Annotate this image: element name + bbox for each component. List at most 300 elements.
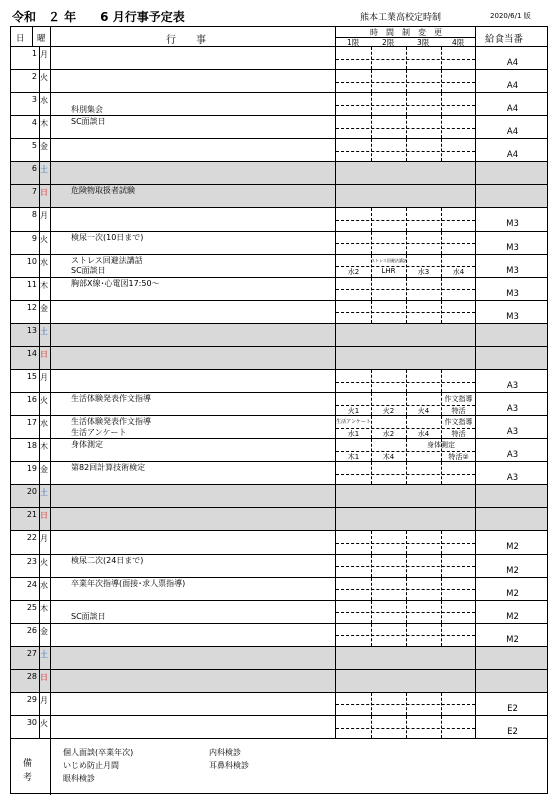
events-cell — [51, 462, 336, 484]
day-cell — [11, 301, 40, 323]
periods-cell — [336, 162, 476, 184]
period-note: 生活アンケート — [336, 419, 371, 426]
periods-cell — [336, 185, 476, 207]
lunch-duty-cell — [476, 185, 549, 207]
lunch-duty-value: M2 — [506, 611, 519, 622]
periods-cell — [336, 624, 476, 646]
table-row — [11, 485, 547, 508]
table-row — [11, 324, 547, 347]
page-title: 令和 ２ 年 6 月行事予定表 — [12, 10, 185, 24]
day-number: 21 — [26, 510, 37, 520]
header-change-label: 時 間 制 変 更 — [370, 28, 442, 37]
periods-cell — [336, 393, 476, 415]
weekday-cell — [40, 324, 51, 346]
day-cell — [11, 578, 40, 600]
lunch-duty-value: A4 — [506, 104, 519, 115]
weekday-cell — [40, 601, 51, 623]
periods-cell — [336, 93, 476, 115]
header-period-2: 2限 — [382, 38, 395, 47]
periods-cell — [336, 301, 476, 323]
header-periods-col — [336, 27, 476, 46]
day-number: 28 — [26, 671, 37, 681]
events-cell — [51, 555, 336, 577]
weekday-cell — [40, 70, 51, 92]
day-number: 11 — [26, 279, 37, 289]
lunch-duty-cell — [476, 508, 549, 530]
weekday-label: 月 — [40, 372, 48, 382]
periods-cell — [336, 278, 476, 300]
table-row — [11, 278, 547, 301]
day-cell — [11, 255, 40, 277]
day-cell — [11, 508, 40, 530]
lunch-duty-value: A4 — [506, 150, 519, 161]
weekday-label: 土 — [40, 326, 48, 336]
lunch-duty-cell — [476, 601, 549, 623]
day-number: 29 — [26, 694, 37, 704]
weekday-cell — [40, 301, 51, 323]
periods-cell — [336, 555, 476, 577]
weekday-cell — [40, 693, 51, 715]
period-entry: 水2 — [382, 429, 395, 438]
events-cell — [51, 670, 336, 692]
events-cell — [51, 578, 336, 600]
events-cell — [51, 185, 336, 207]
table-row — [11, 370, 547, 393]
weekday-label: 日 — [40, 672, 48, 682]
events-cell — [51, 93, 336, 115]
periods-cell — [336, 670, 476, 692]
periods-cell — [336, 255, 476, 277]
periods-cell — [336, 116, 476, 138]
lunch-duty-value: M3 — [506, 288, 519, 299]
events-cell — [51, 301, 336, 323]
lunch-duty-cell — [476, 47, 549, 69]
events-cell — [51, 393, 336, 415]
period-entry: 水4 — [417, 429, 430, 438]
periods-cell — [336, 531, 476, 553]
day-cell — [11, 485, 40, 507]
lunch-duty-cell — [476, 716, 549, 738]
table-row — [11, 208, 547, 231]
event-text: SC面談日 — [71, 117, 106, 127]
day-number: 6 — [31, 164, 37, 174]
lunch-duty-cell — [476, 255, 549, 277]
period-entry: 水3 — [417, 268, 430, 277]
weekday-label: 火 — [40, 557, 48, 567]
table-row — [11, 624, 547, 647]
day-number: 24 — [26, 579, 37, 589]
lunch-duty-value: A3 — [506, 427, 519, 438]
weekday-label: 木 — [40, 603, 48, 613]
weekday-cell — [40, 116, 51, 138]
weekday-label: 火 — [40, 234, 48, 244]
weekday-label: 木 — [40, 442, 48, 452]
table-row — [11, 439, 547, 462]
periods-cell — [336, 647, 476, 669]
periods-cell — [336, 578, 476, 600]
day-cell — [11, 462, 40, 484]
table-row — [11, 255, 547, 278]
period-entry: 特活 — [451, 406, 466, 415]
table-row — [11, 670, 547, 693]
weekday-cell — [40, 578, 51, 600]
events-cell — [51, 508, 336, 530]
periods-cell — [336, 232, 476, 254]
version-date: 2020/6/1 版 — [490, 12, 531, 20]
remarks-label-cell — [11, 739, 51, 795]
day-number: 8 — [31, 210, 37, 220]
weekday-label: 水 — [40, 419, 48, 429]
header-events-col — [51, 27, 336, 46]
weekday-label: 木 — [40, 280, 48, 290]
periods-cell — [336, 139, 476, 161]
events-cell — [51, 416, 336, 438]
table-row — [11, 693, 547, 716]
day-number: 2 — [31, 72, 37, 82]
weekday-label: 火 — [40, 719, 48, 729]
period-entry: LHR — [381, 267, 396, 276]
lunch-duty-cell — [476, 393, 549, 415]
lunch-duty-value: M3 — [506, 265, 519, 276]
day-number: 1 — [31, 49, 37, 58]
events-cell — [51, 347, 336, 369]
table-row — [11, 347, 547, 370]
periods-cell — [336, 693, 476, 715]
lunch-duty-cell — [476, 439, 549, 461]
lunch-duty-cell — [476, 578, 549, 600]
lunch-duty-cell — [476, 278, 549, 300]
day-cell — [11, 278, 40, 300]
weekday-label: 水 — [40, 96, 48, 106]
table-row — [11, 531, 547, 554]
events-cell — [51, 139, 336, 161]
table-row — [11, 70, 547, 93]
event-text: SC面談日 — [71, 612, 106, 622]
event-text: 危険物取扱者試験 — [71, 186, 135, 196]
weekday-cell — [40, 347, 51, 369]
period-entry: 火1 — [347, 406, 360, 415]
weekday-cell — [40, 278, 51, 300]
lunch-duty-cell — [476, 624, 549, 646]
event-text: 検尿一次(10日まで) — [71, 232, 144, 242]
weekday-label: 月 — [40, 695, 48, 705]
table-header — [11, 27, 547, 47]
table-row — [11, 185, 547, 208]
period-note: 作文指導 — [444, 395, 473, 404]
lunch-duty-value: A3 — [506, 404, 519, 415]
header-dow-label: 曜 — [37, 34, 46, 44]
day-number: 26 — [26, 625, 37, 635]
period-note: ストレス回避法講話 — [371, 257, 407, 263]
event-text: 生活体験発表作文指導 — [71, 394, 151, 404]
day-cell — [11, 601, 40, 623]
day-number: 16 — [26, 395, 37, 405]
day-number: 7 — [31, 187, 37, 197]
periods-cell — [336, 601, 476, 623]
day-number: 3 — [31, 95, 37, 105]
lunch-duty-cell — [476, 232, 549, 254]
lunch-duty-cell — [476, 208, 549, 230]
table-row — [11, 555, 547, 578]
periods-cell — [336, 47, 476, 69]
events-cell — [51, 208, 336, 230]
period-entry: 木4 — [382, 452, 395, 461]
table-row — [11, 232, 547, 255]
table-row — [11, 93, 547, 116]
period-entry: 水2 — [347, 268, 360, 277]
periods-cell — [336, 208, 476, 230]
day-cell — [11, 416, 40, 438]
events-cell — [51, 47, 336, 69]
day-cell — [11, 162, 40, 184]
lunch-duty-cell — [476, 693, 549, 715]
day-cell — [11, 439, 40, 461]
weekday-cell — [40, 47, 51, 69]
lunch-duty-value: E2 — [507, 727, 518, 738]
day-cell — [11, 670, 40, 692]
weekday-label: 月 — [40, 534, 48, 544]
lunch-duty-cell — [476, 370, 549, 392]
table-row — [11, 47, 547, 70]
events-cell — [51, 162, 336, 184]
periods-cell — [336, 485, 476, 507]
weekday-cell — [40, 93, 51, 115]
weekday-label: 日 — [40, 188, 48, 198]
lunch-duty-cell — [476, 555, 549, 577]
weekday-cell — [40, 531, 51, 553]
header-period-3: 3限 — [417, 38, 430, 47]
remarks-label: 備考 — [23, 759, 33, 783]
lunch-duty-value: M3 — [506, 242, 519, 253]
event-text: ストレス回避法講話 — [71, 255, 143, 265]
table-row — [11, 716, 547, 739]
weekday-cell — [40, 370, 51, 392]
lunch-duty-value: A3 — [506, 473, 519, 484]
day-cell — [11, 93, 40, 115]
day-cell — [11, 693, 40, 715]
event-text: 卒業年次指導(面接･求人票指導) — [71, 578, 186, 588]
weekday-label: 金 — [40, 142, 48, 152]
weekday-label: 月 — [40, 50, 48, 59]
event-text: SC面談日 — [71, 266, 106, 276]
lunch-duty-value: M2 — [506, 542, 519, 553]
lunch-duty-value: A4 — [506, 58, 519, 68]
weekday-label: 木 — [40, 119, 48, 129]
day-cell — [11, 208, 40, 230]
day-number: 22 — [26, 533, 37, 543]
events-cell — [51, 647, 336, 669]
remark-4: 内科検診 — [209, 748, 241, 757]
weekday-cell — [40, 162, 51, 184]
header-day-label: 日 — [16, 34, 25, 44]
lunch-duty-value: A3 — [506, 450, 519, 461]
events-cell — [51, 624, 336, 646]
lunch-duty-cell — [476, 647, 549, 669]
day-cell — [11, 232, 40, 254]
weekday-label: 金 — [40, 465, 48, 475]
lunch-duty-value: E2 — [507, 703, 518, 714]
table-row — [11, 116, 547, 139]
weekday-cell — [40, 393, 51, 415]
weekday-label: 日 — [40, 349, 48, 359]
day-cell — [11, 370, 40, 392]
period-entry: 木1 — [347, 452, 360, 461]
day-cell — [11, 139, 40, 161]
lunch-duty-value: M3 — [506, 311, 519, 322]
day-cell — [11, 647, 40, 669]
day-number: 20 — [26, 487, 37, 497]
event-text: 生活体験発表作文指導 — [71, 417, 151, 427]
period-entry: 水1 — [347, 429, 360, 438]
lunch-duty-value: M2 — [506, 588, 519, 599]
table-row — [11, 647, 547, 670]
lunch-duty-value: M2 — [506, 565, 519, 576]
day-cell — [11, 531, 40, 553]
day-cell — [11, 116, 40, 138]
weekday-cell — [40, 255, 51, 277]
remarks-row — [11, 739, 547, 795]
lunch-duty-value: M3 — [506, 219, 519, 230]
weekday-cell — [40, 416, 51, 438]
lunch-duty-cell — [476, 670, 549, 692]
periods-cell — [336, 716, 476, 738]
day-cell — [11, 47, 40, 69]
table-row — [11, 139, 547, 162]
table-row — [11, 416, 547, 439]
events-cell — [51, 693, 336, 715]
event-text: 検尿二次(24日まで) — [71, 555, 144, 565]
remark-5: 耳鼻科検診 — [209, 761, 249, 770]
periods-cell — [336, 508, 476, 530]
lunch-duty-cell — [476, 162, 549, 184]
lunch-duty-cell — [476, 347, 549, 369]
weekday-cell — [40, 716, 51, 738]
period-note: 身体測定 — [427, 441, 455, 450]
weekday-cell — [40, 208, 51, 230]
events-cell — [51, 324, 336, 346]
weekday-label: 金 — [40, 303, 48, 313]
events-cell — [51, 370, 336, 392]
day-number: 9 — [31, 233, 37, 243]
day-number: 14 — [26, 348, 37, 358]
day-number: 23 — [26, 556, 37, 566]
event-text: 生活アンケート — [71, 427, 127, 437]
periods-cell — [336, 439, 476, 461]
periods-cell — [336, 347, 476, 369]
events-cell — [51, 232, 336, 254]
weekday-cell — [40, 139, 51, 161]
period-entry: 火4 — [417, 406, 430, 415]
lunch-duty-cell — [476, 531, 549, 553]
remark-2: いじめ防止月間 — [63, 761, 119, 770]
events-cell — [51, 601, 336, 623]
periods-cell — [336, 462, 476, 484]
weekday-label: 水 — [40, 580, 48, 590]
lunch-duty-value: M2 — [506, 634, 519, 645]
weekday-cell — [40, 508, 51, 530]
table-row — [11, 462, 547, 485]
day-cell — [11, 716, 40, 738]
day-number: 19 — [26, 464, 37, 474]
lunch-duty-cell — [476, 139, 549, 161]
weekday-cell — [40, 670, 51, 692]
lunch-duty-cell — [476, 116, 549, 138]
events-cell — [51, 70, 336, 92]
table-row — [11, 578, 547, 601]
header-period-4: 4限 — [452, 38, 465, 47]
events-cell — [51, 439, 336, 461]
day-cell — [11, 555, 40, 577]
period-note: 作文指導 — [444, 418, 473, 427]
day-cell — [11, 70, 40, 92]
table-row — [11, 508, 547, 531]
day-number: 27 — [26, 648, 37, 658]
day-number: 12 — [26, 302, 37, 312]
event-text: 身体測定 — [71, 440, 103, 450]
periods-cell — [336, 370, 476, 392]
day-cell — [11, 185, 40, 207]
header-dow-col — [33, 27, 51, 46]
events-cell — [51, 485, 336, 507]
remark-1: 個人面談(卒業年次) — [63, 748, 134, 757]
lunch-duty-value: A3 — [506, 380, 519, 391]
weekday-label: 月 — [40, 211, 48, 221]
weekday-label: 火 — [40, 73, 48, 83]
lunch-duty-cell — [476, 485, 549, 507]
schedule-table — [10, 26, 548, 794]
weekday-cell — [40, 232, 51, 254]
events-cell — [51, 531, 336, 553]
day-number: 25 — [26, 602, 37, 612]
weekday-label: 金 — [40, 626, 48, 636]
events-cell — [51, 116, 336, 138]
weekday-label: 水 — [40, 257, 48, 267]
header-period-1: 1限 — [347, 38, 360, 47]
events-cell — [51, 255, 336, 277]
table-row — [11, 162, 547, 185]
day-cell — [11, 324, 40, 346]
events-cell — [51, 716, 336, 738]
lunch-duty-cell — [476, 301, 549, 323]
day-cell — [11, 393, 40, 415]
day-number: 13 — [26, 325, 37, 335]
period-entry: 火2 — [382, 406, 395, 415]
period-entry: 水4 — [452, 268, 465, 277]
lunch-duty-cell — [476, 70, 549, 92]
day-number: 15 — [26, 371, 37, 381]
weekday-cell — [40, 439, 51, 461]
weekday-label: 火 — [40, 396, 48, 406]
lunch-duty-cell — [476, 416, 549, 438]
lunch-duty-cell — [476, 324, 549, 346]
lunch-duty-value: A4 — [506, 81, 519, 92]
period-entry: 特活② — [448, 452, 469, 461]
weekday-cell — [40, 185, 51, 207]
table-row — [11, 601, 547, 624]
period-entry: 特活 — [451, 429, 466, 438]
weekday-label: 土 — [40, 649, 48, 659]
day-number: 17 — [26, 418, 37, 428]
day-cell — [11, 624, 40, 646]
header-day-col — [11, 27, 33, 46]
weekday-cell — [40, 624, 51, 646]
lunch-duty-cell — [476, 93, 549, 115]
day-number: 10 — [26, 256, 37, 266]
event-text: 第82回計算技術検定 — [71, 463, 146, 473]
weekday-cell — [40, 485, 51, 507]
periods-cell — [336, 416, 476, 438]
weekday-label: 日 — [40, 511, 48, 521]
